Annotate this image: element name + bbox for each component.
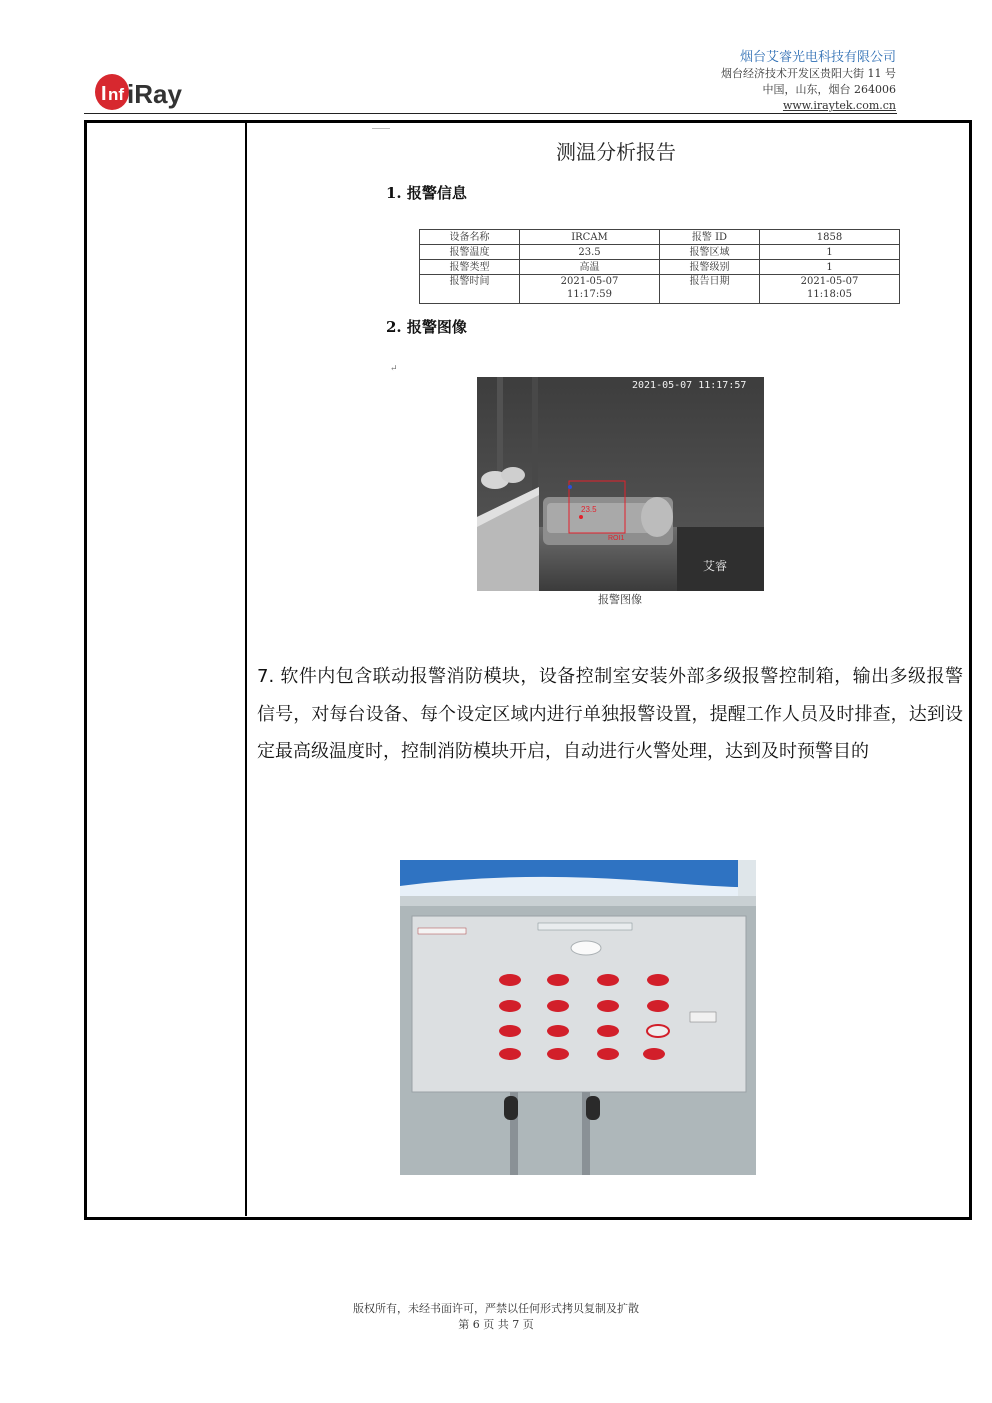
company-website[interactable]: www.iraytek.com.cn [782,99,896,112]
table-row [420,230,900,245]
table-cell: 1858 [760,230,900,245]
table-cell: 报警区域 [660,245,760,260]
section-alarm-image: 2. 报警图像 [386,318,467,336]
table-row [420,275,900,304]
alarm-control-box-photo [400,860,756,1175]
table-cell: 2021-05-07 11:17:59 [520,275,660,304]
alarm-info-table [419,229,900,304]
table-row [420,260,900,275]
table-cell: 报警级别 [660,260,760,275]
company-name: 烟台艾睿光电科技有限公司 [739,50,896,65]
footer-page-info: 第 6 页 共 7 页 [458,1318,534,1331]
thermal-alarm-image [477,377,764,591]
table-cell: 报警类型 [420,260,520,275]
table-cell: 1 [760,260,900,275]
section-alarm-info: 1. 报警信息 [386,184,467,202]
table-cell: IRCAM [520,230,660,245]
svg-text:iRay: iRay [127,79,182,109]
footer-copyright: 版权所有，未经书面许可，严禁以任何形式拷贝复制及扩散 [353,1302,639,1315]
table-cell: 2021-05-07 11:18:05 [760,275,900,304]
table-cell: 报警 ID [660,230,760,245]
company-city: 中国，山东，烟台 264006 [762,83,896,96]
temperature-label: 23.5 [581,505,597,514]
header-divider [84,113,897,114]
table-cell: 报警温度 [420,245,520,260]
image-caption: 报警图像 [598,593,642,606]
doc-corner-mark [372,128,390,129]
table-cell: 高温 [520,260,660,275]
infiray-logo [94,72,204,114]
paragraph-7: 7. 软件内包含联动报警消防模块，设备控制室安装外部多级报警控制箱，输出多级报警信号，对每台设备、每个设定区域内进行单独报警设置，提醒工作人员及时排查，达到设定最高级温度时，控制消防模块开启，自动进行火警处理，达到及时预警目的 [257,666,963,762]
table-cell: 设备名称 [420,230,520,245]
roi-label: ROI1 [608,535,625,542]
paragraph-mark: ↵ [390,364,398,374]
table-cell: 报告日期 [660,275,760,304]
svg-text:nf: nf [108,85,125,104]
svg-text:I: I [101,83,107,105]
image-watermark: 艾睿 [703,559,728,573]
table-row [420,245,900,260]
table-cell: 报警时间 [420,275,520,304]
table-cell: 1 [760,245,900,260]
table-column-divider [245,122,247,1216]
company-info [721,50,896,114]
report-title: 测温分析报告 [556,140,676,164]
image-timestamp: 2021-05-07 11:17:57 [632,380,747,391]
table-cell: 23.5 [520,245,660,260]
company-address: 烟台经济技术开发区贵阳大街 11 号 [721,67,896,80]
